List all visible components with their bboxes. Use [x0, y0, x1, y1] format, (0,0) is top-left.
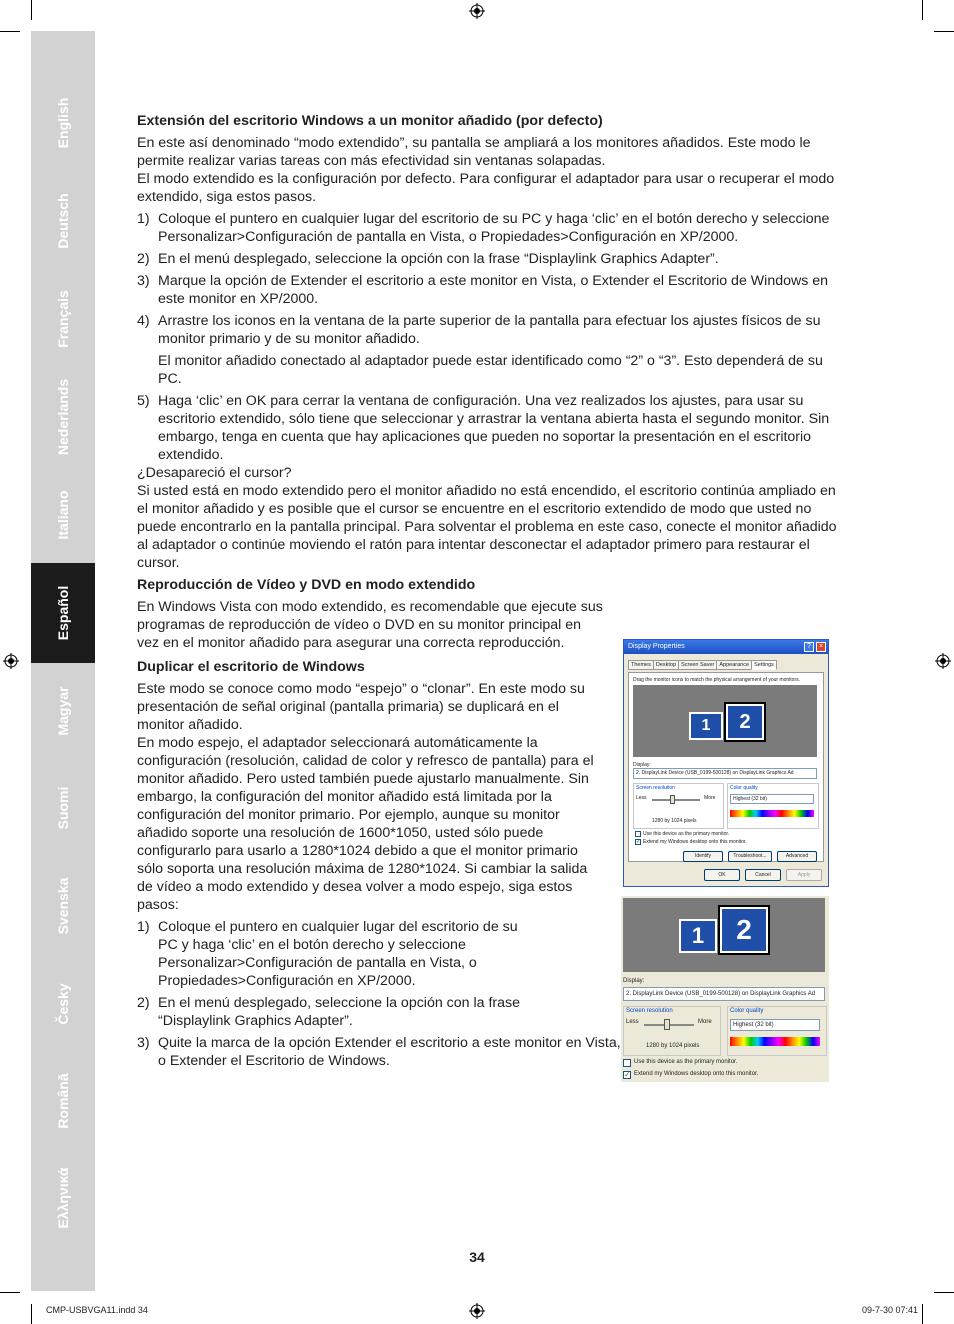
- color-quality-select[interactable]: Highest (32 bit): [730, 794, 814, 804]
- tab-screen-saver[interactable]: Screen Saver: [678, 660, 717, 670]
- monitor-1-icon[interactable]: 1: [689, 712, 723, 740]
- tab-ellinika[interactable]: Ελληνικά: [55, 1167, 71, 1229]
- crop-mark: [934, 31, 954, 32]
- registration-mark-icon: [469, 1303, 485, 1319]
- tab-magyar[interactable]: Magyar: [55, 686, 71, 736]
- tab-romana[interactable]: Română: [55, 1073, 71, 1129]
- color-quality-select[interactable]: Highest (32 bit): [730, 1019, 820, 1031]
- ok-button[interactable]: OK: [704, 869, 740, 881]
- tab-cesky[interactable]: Česky: [55, 983, 71, 1025]
- dialog-titlebar: Display Properties ? ×: [624, 640, 828, 654]
- tab-settings[interactable]: Settings: [751, 660, 777, 670]
- color-bar: [730, 810, 814, 817]
- slug-right: 09-7-30 07:41: [861, 1305, 918, 1315]
- paragraph: Si usted está en modo extendido pero el monitor añadido no está encendido, el escritorio continúa ampliado en el monitor añadido y es posible que el cursor se encuentre en el escritorio extendido de modo que usted no puede encontrarlo en la pantalla principal. Para solventar el problema en este caso, conecte el monitor añadido al adaptador o continúe moviendo el ratón para intentar desconectar el adaptador primero para restaurar el cursor.: [137, 483, 837, 571]
- primary-monitor-checkbox[interactable]: [635, 831, 641, 837]
- settings-zoom-screenshot: 1 2 Display: 2. DisplayLink Device (USB_0199-500128) on DisplayLink Graphics Ad Screen resolution Less More 1280 by 1024 pixels Color quality Highest (32 bit) Use this device as the primary monitor. ✓ Extend my Windows desktop onto this monitor.: [621, 896, 829, 1082]
- monitor-arrangement: [633, 685, 817, 757]
- tab-deutsch[interactable]: Deutsch: [55, 193, 71, 249]
- paragraph: En Windows Vista con modo extendido, es recomendable que ejecute sus programas de reproducción de vídeo o DVD en su monitor principal en vez en el monitor añadido para asegurar una correcta reproducción.: [137, 599, 603, 651]
- crop-mark: [922, 0, 923, 20]
- registration-mark-icon: [935, 653, 951, 669]
- resolution-group: Screen resolution Less More 1280 by 1024 pixels: [623, 1006, 721, 1056]
- identify-button[interactable]: Identify: [683, 851, 723, 862]
- tab-nederlands[interactable]: Nederlands: [55, 378, 71, 456]
- crop-mark: [31, 0, 32, 20]
- color-quality-group: Color quality Highest (32 bit): [727, 783, 819, 829]
- crop-mark: [922, 1304, 923, 1324]
- resolution-slider[interactable]: [652, 799, 700, 801]
- crop-mark: [934, 1292, 954, 1293]
- paragraph: En modo espejo, el adaptador seleccionará automáticamente la configuración (resolución, calidad de color y refresco de pantalla) para el monitor añadido. Pero usted también puede ajustarlo manualmente. Sin embargo, la configuración del monitor añadido está limitada por la configuración del monitor primario. Por ejemplo, aunque su monitor añadido soporte una resolución de 1600*1050, usted sólo puede configurarlo para usarlo a 1280*1024 debido a que el monitor primario sólo soporta una resolución máxima de 1280*1024. Si cambiar la salida de vídeo a modo extendido y desea volver a modo espejo, siga estos pasos:: [137, 735, 594, 913]
- tab-espanol[interactable]: Español: [31, 563, 95, 663]
- crop-mark: [0, 31, 20, 32]
- paragraph: El modo extendido es la configuración por defecto. Para configurar el adaptador para usar o recuperar el modo extendido, siga estos pasos.: [137, 171, 835, 205]
- display-select[interactable]: 2. DisplayLink Device (USB_0199-500128) on DisplayLink Graphics Ad: [633, 768, 817, 779]
- dialog-tabs: [628, 660, 776, 670]
- primary-monitor-checkbox[interactable]: [623, 1059, 631, 1067]
- extend-desktop-checkbox[interactable]: ✓: [636, 839, 642, 845]
- list-item: 1) Coloque el puntero en cualquier lugar del escritorio de su PC y haga ‘clic’ en el botón derecho y seleccione Personalizar>Configuración de pantalla en Vista, o Propiedades>Configuración en XP/2000.: [137, 211, 830, 245]
- list-item: 1) Coloque el puntero en cualquier lugar del escritorio de su PC y haga ‘clic’ en el botón derecho y seleccione Personalizar>Configuración de pantalla en Vista, o Propiedades>Configuración en XP/2000.: [137, 919, 518, 989]
- display-select[interactable]: 2. DisplayLink Device (USB_0199-500128) on DisplayLink Graphics Ad: [623, 987, 825, 1001]
- crop-mark: [31, 1304, 32, 1324]
- color-quality-group: Color quality Highest (32 bit): [727, 1006, 827, 1056]
- monitor-1-icon[interactable]: 1: [679, 919, 717, 953]
- resolution-group: Screen resolution Less More 1280 by 1024 pixels: [633, 783, 724, 829]
- tab-suomi[interactable]: Suomi: [55, 786, 71, 830]
- monitor-2-icon[interactable]: 2: [726, 704, 764, 740]
- language-sidebar: [31, 31, 95, 1291]
- paragraph: Este modo se conoce como modo “espejo” o “clonar”. En este modo su presentación de señal original (pantalla primaria) se duplicará en el monitor añadido.: [137, 681, 585, 733]
- list-item: 4) Arrastre los iconos en la ventana de la parte superior de la pantalla para efectuar los ajustes físicos de su monitor primario y de su monitor añadido. El monitor añadido conectado al adaptador puede estar identificado como “2” o “3”. Esto dependerá de su PC.: [137, 313, 823, 387]
- monitor-arrangement: [623, 898, 825, 972]
- apply-button[interactable]: Apply: [786, 869, 822, 881]
- section-heading: Reproducción de Vídeo y DVD en modo extendido: [137, 577, 476, 593]
- tab-appearance[interactable]: Appearance: [716, 660, 752, 670]
- crop-mark: [0, 1292, 20, 1293]
- monitor-2-icon[interactable]: 2: [720, 907, 768, 953]
- extend-desktop-checkbox[interactable]: ✓: [624, 1070, 631, 1079]
- section-heading: Duplicar el escritorio de Windows: [137, 659, 365, 675]
- paragraph: En este así denominado “modo extendido”, su pantalla se ampliará a los monitores añadidos. Este modo le permite realizar varias tareas con más efectividad sin ventanas solapadas.: [137, 135, 811, 169]
- list-item: 2) En el menú desplegado, seleccione la opción con la frase “Displaylink Graphics Adapter”.: [137, 251, 719, 267]
- list-item: 3) Marque la opción de Extender el escritorio a este monitor en Vista, o Extender el Escritorio de Windows en este monitor en XP/2000.: [137, 273, 829, 307]
- question: ¿Desapareció el cursor?: [137, 465, 292, 481]
- list-item: 3) Quite la marca de la opción Extender el escritorio a este monitor en Vista, o Extender el Escritorio de Windows.: [137, 1035, 621, 1069]
- tab-english[interactable]: English: [55, 97, 71, 149]
- help-icon[interactable]: ?: [804, 642, 814, 652]
- tab-desktop[interactable]: Desktop: [653, 660, 679, 670]
- slider-thumb[interactable]: [670, 795, 675, 804]
- tab-italiano[interactable]: Italiano: [55, 490, 71, 540]
- registration-mark-icon: [3, 653, 19, 669]
- display-properties-screenshot: [623, 639, 829, 887]
- tab-themes[interactable]: Themes: [628, 660, 654, 670]
- cancel-button[interactable]: Cancel: [745, 869, 781, 881]
- registration-mark-icon: [469, 3, 485, 19]
- slider-thumb[interactable]: [664, 1019, 670, 1030]
- page-number: 34: [469, 1249, 485, 1265]
- tab-francais[interactable]: Français: [55, 290, 71, 348]
- list-item: 5) Haga ‘clic’ en OK para cerrar la ventana de configuración. Una vez realizados los ajustes, para usar su escritorio extendido, sólo tiene que seleccionar y arrastrar la ventana abierta hasta el segundo monitor. Sin embargo, tenga en cuenta que hay aplicaciones que pueden no soportar la presentación en el escritorio extendido.: [137, 393, 830, 463]
- slug-left: CMP-USBVGA11.indd 34: [46, 1305, 148, 1315]
- list-item: 2) En el menú desplegado, seleccione la opción con la frase “Displaylink Graphics Adapter”.: [137, 995, 521, 1029]
- close-icon[interactable]: ×: [816, 642, 826, 652]
- tab-svenska[interactable]: Svenska: [55, 877, 71, 935]
- advanced-button[interactable]: Advanced: [777, 851, 817, 862]
- color-bar: [730, 1037, 820, 1046]
- section-heading: Extensión del escritorio Windows a un monitor añadido (por defecto): [137, 113, 603, 129]
- settings-panel: Drag the monitor icons to match the physical arrangement of your monitors. 1 2 Display: 2. DisplayLink Device (USB_0199-500128) on DisplayLink Graphics Ad Screen resolution Less More 1280 by 1024 pixels Color quality Highest (32 bit) Use this device as the primary monitor. ✓ Extend my Windows desktop onto this monitor. Identify Troubleshoot... Advanced: [628, 672, 824, 862]
- troubleshoot-button[interactable]: Troubleshoot...: [728, 851, 772, 862]
